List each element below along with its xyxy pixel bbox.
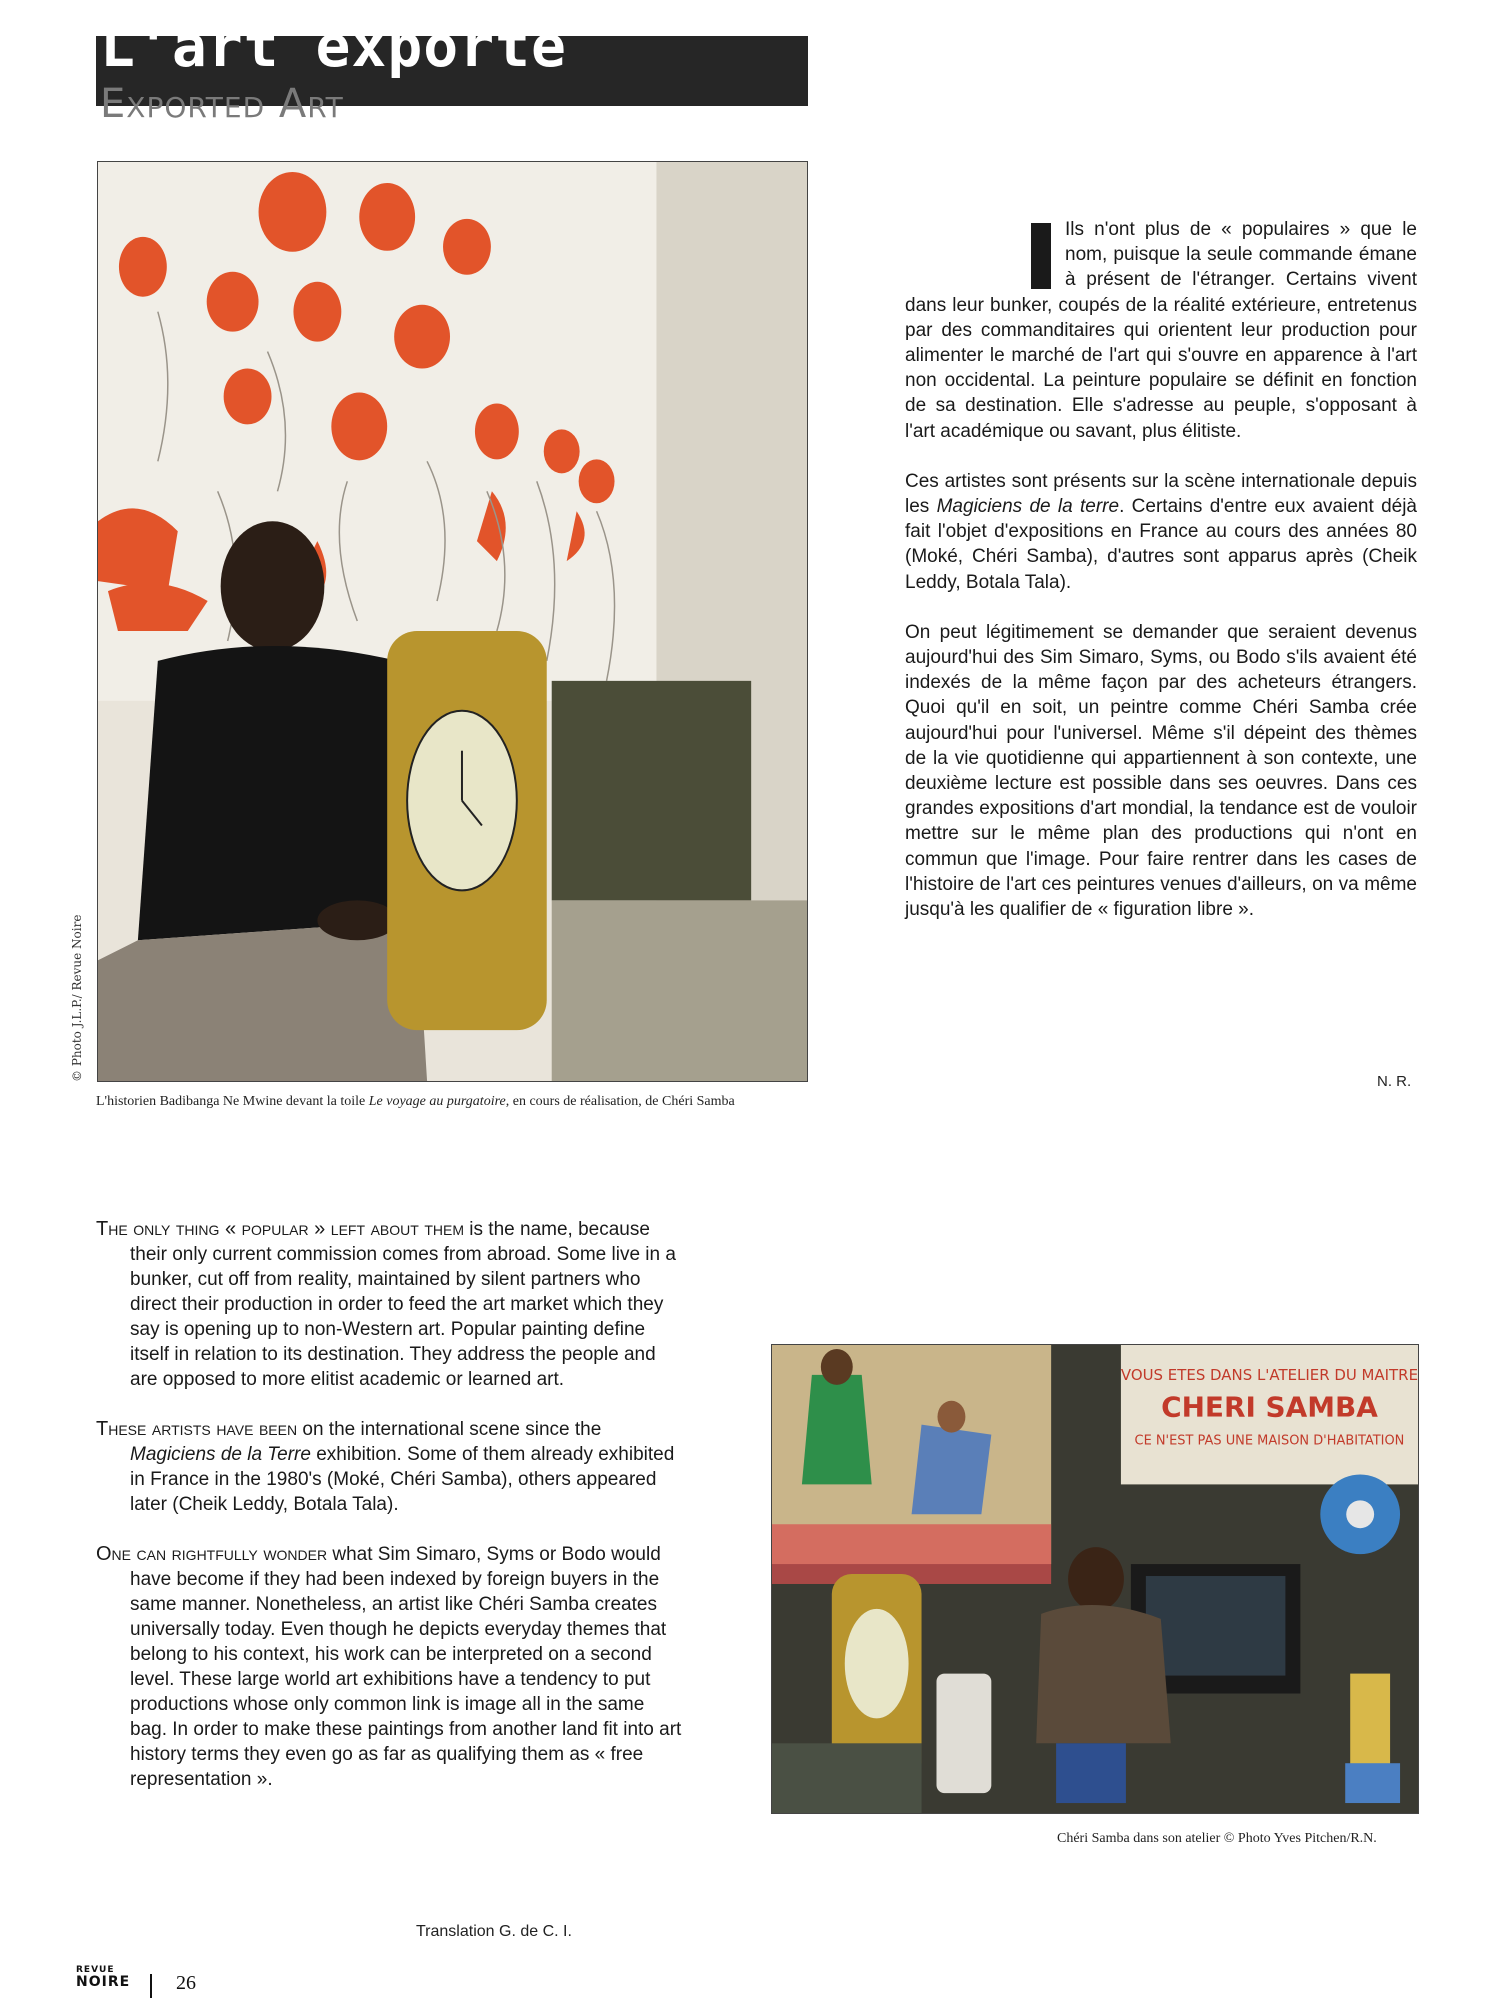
author-signature: N. R. [1377, 1073, 1412, 1090]
page-number: 26 [176, 1972, 196, 1994]
page-subtitle: Exported Art [100, 81, 344, 127]
footer-divider [150, 1974, 152, 1998]
french-paragraph: Ces artistes sont présents sur la scène internationale depuis les Magiciens de la terre. Certains d'entre eux avaient déjà fait l'objet d'expositions en France au cours des années 80 (Moké, Chéri Samba), d'autres sont apparus après (Cheik Leddy, Botala Tala). [905, 470, 1417, 593]
photo-caption: L'historien Badibanga Ne Mwine devant la toile Le voyage au purgatoire, en cours de réalisation, de Chéri Samba [96, 1094, 735, 1109]
translation-credit: Translation G. de C. I. [416, 1923, 572, 1940]
sign-line2: CHERI SAMBA [1161, 1390, 1378, 1424]
french-article [905, 217, 1417, 947]
french-paragraph: On peut légitimement se demander que seraient devenus aujourd'hui des Sim Simaro, Syms, ou Bodo s'ils avaient été indexés de la même façon par des acheteurs étrangers. Quoi qu'il en soit, un peintre comme Chéri Samba crée aujourd'hui pour l'universel. Même s'il dépeint des thèmes de la vie quotidienne qui appartiennent à son contexte, une deuxième lecture est possible dans ses oeuvres. Dans ces grandes expositions d'art mondial, la tendance est de vouloir mettre sur le même plan des productions qui n'ont en commun que l'image. Pour faire rentrer dans les cases de l'histoire de l'art ces peintures venues d'ailleurs, on va même jusqu'à les qualifier de « figuration libre ». [905, 621, 1417, 921]
drop-cap [1031, 223, 1051, 289]
english-paragraph: The only thing « popular » left about them is the name, because their only current commission comes from abroad. Some live in a bunker, cut off from reality, maintained by silent partners who direct their production in order to feed the art market which they say is opening up to non-Western art. Popular painting define itself in relation to its destination. They address the people and are opposed to more elitist academic or learned art. [96, 1218, 676, 1390]
french-paragraph: Ils n'ont plus de « populaires » que le nom, puisque la seule commande émane à présent de l'étranger. Certains vivent dans leur bunker, coupés de la réalité extérieure, entretenus par des commanditaires qui orientent leur production pour alimenter le marché de l'art qui s'ouvre en apparence à l'art non occidental. La peinture populaire se définit en fonction de sa destination. Elle s'adresse au peuple, s'opposant à l'art académique ou savant, plus élitiste. [905, 219, 1417, 442]
photo-historian-painting [97, 161, 808, 1082]
photo-caption: Chéri Samba dans son atelier © Photo Yves Pitchen/R.N. [1057, 1831, 1377, 1846]
english-paragraph: One can rightfully wonder what Sim Simaro, Syms or Bodo would have become if they had been indexed by foreign buyers in the same manner. Nonetheless, an artist like Chéri Samba creates universally today. Even though he depicts everyday themes that belong to his context, his work can be interpreted on a second level. These large world art exhibitions have a tendency to put productions whose only common link is image all in the same bag. In order to make these paintings from another land fit into art history terms they even go as far as qualifying them as « free representation ». [96, 1543, 682, 1790]
photo-cheri-samba-studio [771, 1344, 1419, 1814]
page-title: L'art exporté [100, 12, 567, 80]
english-article [96, 1217, 682, 1817]
sign-line1: VOUS ETES DANS L'ATELIER DU MAITRE [1120, 1365, 1418, 1384]
photo-credit: © Photo J.L.P./ Revue Noire [70, 914, 84, 1082]
english-paragraph: These artists have been on the international scene since the Magiciens de la Terre exhibition. Some of them already exhibited in France in the 1980's (Moké, Chéri Samba), others appeared later (Cheik Leddy, Botala Tala). [96, 1418, 675, 1515]
sign-line3: CE N'EST PAS UNE MAISON D'HABITATION [1134, 1433, 1405, 1449]
magazine-logo: REVUE NOIRE [76, 1965, 131, 1990]
